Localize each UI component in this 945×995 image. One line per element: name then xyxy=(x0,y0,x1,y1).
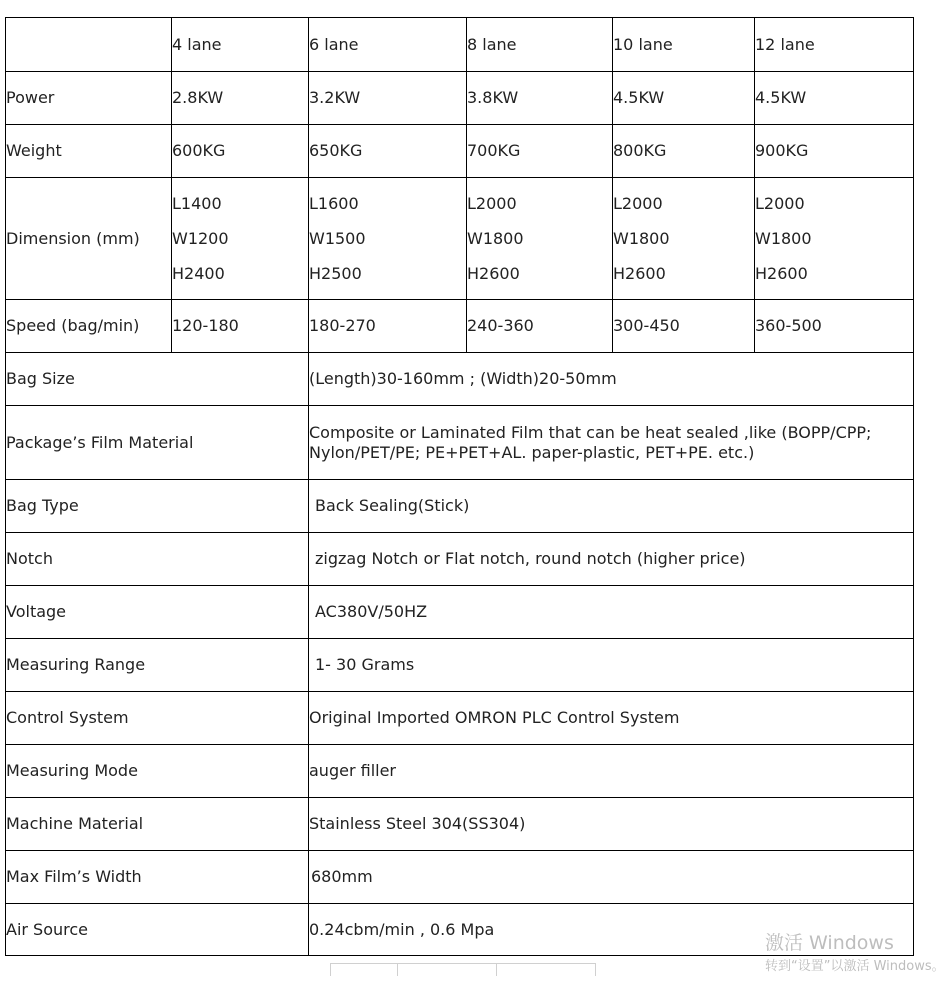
row-value: zigzag Notch or Flat notch, round notch (higher price) xyxy=(309,533,914,586)
row-max-film-width xyxy=(6,851,914,904)
dimension-width: W1500 xyxy=(309,229,366,248)
row-bag-type xyxy=(6,480,914,533)
cell-value: 180-270 xyxy=(309,300,467,353)
header-lane-12: 12 lane xyxy=(755,18,914,72)
row-voltage xyxy=(6,586,914,639)
cell-value: 4.5KW xyxy=(755,72,914,125)
row-value: Back Sealing(Stick) xyxy=(309,480,914,533)
row-bag-size xyxy=(6,353,914,406)
row-value: AC380V/50HZ xyxy=(309,586,914,639)
cell-value: 3.8KW xyxy=(467,72,613,125)
dimension-width: W1200 xyxy=(172,229,229,248)
row-label: Weight xyxy=(6,125,172,178)
cell-dimension xyxy=(309,178,467,300)
row-label: Bag Size xyxy=(6,353,309,406)
row-label: Voltage xyxy=(6,586,309,639)
cell-value: 360-500 xyxy=(755,300,914,353)
row-dimension xyxy=(6,178,914,300)
row-value: Composite or Laminated Film that can be heat sealed ,like (BOPP/CPP; Nylon/PET/PE; PE+PET+AL. paper-plastic, PET+PE. etc.) xyxy=(309,406,914,480)
dimension-height: H2500 xyxy=(309,264,362,283)
header-lane-4: 4 lane xyxy=(172,18,309,72)
cell-value: 700KG xyxy=(467,125,613,178)
cell-value: 120-180 xyxy=(172,300,309,353)
row-label: Power xyxy=(6,72,172,125)
row-label: Machine Material xyxy=(6,798,309,851)
row-value: 680mm xyxy=(309,851,914,904)
cell-value: 900KG xyxy=(755,125,914,178)
dimension-height: H2600 xyxy=(613,264,666,283)
header-lane-8: 8 lane xyxy=(467,18,613,72)
row-value: 1- 30 Grams xyxy=(309,639,914,692)
row-weight xyxy=(6,125,914,178)
row-speed xyxy=(6,300,914,353)
dimension-length: L1400 xyxy=(172,194,222,213)
dimension-width: W1800 xyxy=(613,229,670,248)
row-value: (Length)30-160mm ; (Width)20-50mm xyxy=(309,353,914,406)
cell-value: 4.5KW xyxy=(613,72,755,125)
dimension-length: L2000 xyxy=(755,194,805,213)
row-label: Max Film’s Width xyxy=(6,851,309,904)
dimension-height: H2600 xyxy=(755,264,808,283)
cell-dimension xyxy=(172,178,309,300)
dimension-width: W1800 xyxy=(467,229,524,248)
row-label: Bag Type xyxy=(6,480,309,533)
row-machine-material xyxy=(6,798,914,851)
dimension-length: L2000 xyxy=(467,194,517,213)
header-lane-6: 6 lane xyxy=(309,18,467,72)
row-measuring-range xyxy=(6,639,914,692)
dimension-width: W1800 xyxy=(755,229,812,248)
row-value: Stainless Steel 304(SS304) xyxy=(309,798,914,851)
cell-value: 800KG xyxy=(613,125,755,178)
header-lane-10: 10 lane xyxy=(613,18,755,72)
page-divider-tabs xyxy=(330,963,596,976)
row-label: Measuring Range xyxy=(6,639,309,692)
row-notch xyxy=(6,533,914,586)
activation-watermark-subtitle: 转到“设置”以激活 Windows。 xyxy=(765,959,945,974)
row-label: Measuring Mode xyxy=(6,745,309,798)
row-power xyxy=(6,72,914,125)
row-measuring-mode xyxy=(6,745,914,798)
row-label: Notch xyxy=(6,533,309,586)
row-label: Package’s Film Material xyxy=(6,406,309,480)
row-label: Air Source xyxy=(6,904,309,956)
cell-value: 300-450 xyxy=(613,300,755,353)
cell-value: 600KG xyxy=(172,125,309,178)
dimension-height: H2600 xyxy=(467,264,520,283)
row-value: Original Imported OMRON PLC Control System xyxy=(309,692,914,745)
cell-value: 240-360 xyxy=(467,300,613,353)
header-row xyxy=(6,18,914,72)
cell-value: 2.8KW xyxy=(172,72,309,125)
activation-watermark-title: 激活 Windows xyxy=(765,932,894,954)
row-value: 0.24cbm/min , 0.6 Mpa xyxy=(309,904,914,956)
row-film-material xyxy=(6,406,914,480)
cell-dimension xyxy=(755,178,914,300)
dimension-length: L1600 xyxy=(309,194,359,213)
cell-dimension xyxy=(613,178,755,300)
row-label: Control System xyxy=(6,692,309,745)
row-label: Dimension (mm) xyxy=(6,178,172,300)
cell-value: 3.2KW xyxy=(309,72,467,125)
dimension-height: H2400 xyxy=(172,264,225,283)
cell-dimension xyxy=(467,178,613,300)
row-value: auger filler xyxy=(309,745,914,798)
dimension-length: L2000 xyxy=(613,194,663,213)
spec-table xyxy=(5,17,914,956)
cell-value: 650KG xyxy=(309,125,467,178)
row-label: Speed (bag/min) xyxy=(6,300,172,353)
header-corner-cell xyxy=(6,18,172,72)
row-control-system xyxy=(6,692,914,745)
